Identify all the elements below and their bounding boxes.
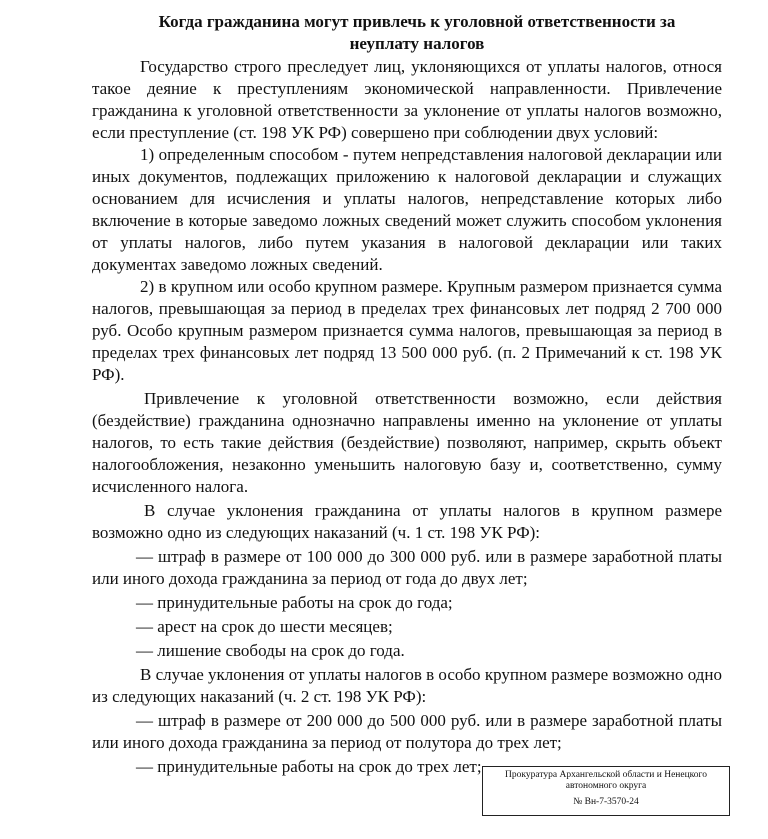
paragraph-especially-large-penalties: В случае уклонения от уплаты налогов в особо крупном размере возможно одно из следующих наказаний (ч. 2 ст. 198 УК РФ): bbox=[92, 665, 722, 706]
list-item: — принудительные работы на срок до трех лет; bbox=[136, 757, 482, 776]
paragraph-large-penalties: В случае уклонения гражданина от уплаты налогов в крупном размере возможно одно из следующих наказаний (ч. 1 ст. 198 УК РФ): bbox=[92, 501, 722, 542]
document-page bbox=[92, 11, 722, 778]
registration-stamp bbox=[482, 766, 730, 816]
paragraph-condition-2: 2) в крупном или особо крупном размере. Крупным размером признается сумма налогов, превышающая за период в пределах трех финансовых лет подряд 2 700 000 руб. Особо крупным размером признается сумма налогов, превышающая за период в пределах трех финансовых лет подряд 13 500 000 руб. (п. 2 Примечаний к ст. 198 УК РФ). bbox=[92, 277, 722, 384]
stamp-number: № Вн-7-3570-24 bbox=[573, 797, 639, 807]
list-item: — штраф в размере от 200 000 до 500 000 руб. или в размере заработной платы или иного дохода гражданина за период от полутора до трех лет; bbox=[92, 711, 722, 752]
penalty-list-large bbox=[92, 546, 722, 662]
paragraph-intro: Государство строго преследует лиц, уклоняющихся от уплаты налогов, относя такое деяние к преступлениям экономической направленности. Привлечение гражданина к уголовной ответственности за уклонение от уплаты налогов возможно, если преступление (ст. 198 УК РФ) совершено при соблюдении двух условий: bbox=[92, 57, 722, 142]
list-item: — принудительные работы на срок до года; bbox=[136, 593, 453, 612]
document-title: Когда гражданина могут привлечь к уголовной ответственности за неуплату налогов bbox=[158, 12, 676, 53]
list-item: — арест на срок до шести месяцев; bbox=[136, 617, 393, 636]
paragraph-condition-1: 1) определенным способом - путем непредставления налоговой декларации или иных документов, подлежащих приложению к налоговой декларации и служащих основанием для исчисления и уплаты налогов, непредставление которых либо включение в которые заведомо ложных сведений может служить способом уклонения от уплаты налогов, либо путем указания в налоговой декларации или таких документах заведомо ложных сведений. bbox=[92, 145, 722, 274]
list-item: — лишение свободы на срок до года. bbox=[136, 641, 405, 660]
list-item: — штраф в размере от 100 000 до 300 000 руб. или в размере заработной платы или иного дохода гражданина за период от года до двух лет; bbox=[92, 547, 722, 588]
paragraph-liability: Привлечение к уголовной ответственности возможно, если действия (бездействие) гражданина однозначно направлены именно на уклонение от уплаты налогов, то есть такие действия (бездействие) позволяют, например, скрыть объект налогообложения, незаконно уменьшить налоговую базу и, соответственно, сумму исчисленного налога. bbox=[92, 389, 722, 496]
stamp-organization: Прокуратура Архангельской области и Ненецкого автономного округа bbox=[505, 770, 707, 791]
